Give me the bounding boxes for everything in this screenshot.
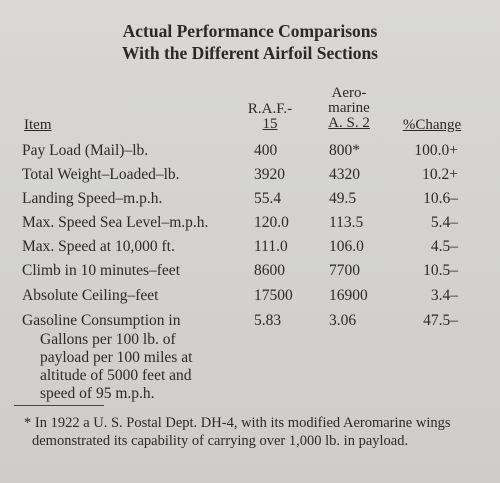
header-aeromarine [314,86,384,131]
row-aero-value: 16900 [329,287,368,304]
title-line-2: With the Different Airfoil Sections [122,43,378,63]
row-item: Total Weight–Loaded–lb. [22,166,180,183]
table-row [0,214,500,236]
gasoline-note-line: payload per 100 miles at [40,349,193,366]
table-row [0,166,500,188]
row-raf-value: 55.4 [254,190,282,207]
footnote-line-1: * In 1922 a U. S. Postal Dept. DH-4, with its modified Aeromarine wings [24,415,451,431]
header-raf [244,102,296,132]
header-aero-line-3: A. S. 2 [328,115,370,131]
header-change: %Change [402,117,462,133]
header-aero-line-2: marine [328,100,370,116]
title-line-1: Actual Performance Comparisons [122,21,378,41]
footnote-divider [14,405,104,406]
gasoline-note-line: speed of 95 m.p.h. [40,385,155,402]
row-raf-value: 3920 [254,166,285,183]
row-raf-value: 5.83 [254,312,282,329]
row-aero-value: 3.06 [329,312,357,329]
header-raf-line-2: 15 [262,116,278,132]
row-change-value: 47.5– [423,312,458,329]
row-raf-value: 111.0 [254,238,288,255]
row-item: Landing Speed–m.p.h. [22,190,163,207]
table-row [0,287,500,309]
row-aero-value: 7700 [329,262,360,279]
table-row [0,142,500,164]
row-change-value: 3.4– [430,287,458,304]
gasoline-note-line: altitude of 5000 feet and [40,367,192,384]
row-change-value: 10.5– [423,262,458,279]
row-item: Max. Speed at 10,000 ft. [22,238,175,255]
row-item: Pay Load (Mail)–lb. [22,142,149,159]
row-change-value: 4.5– [430,238,458,255]
table-row [0,238,500,260]
header-aero-line-1: Aero- [331,85,367,101]
row-item: Absolute Ceiling–feet [22,287,159,304]
gasoline-note-line: Gallons per 100 lb. of [40,331,176,348]
table-row [0,190,500,212]
header-raf-line-1: R.A.F.- [247,101,293,117]
row-aero-value: 106.0 [329,238,364,255]
row-aero-value: 49.5 [329,190,357,207]
footnote-line-2: demonstrated its capability of carrying over 1,000 lb. in payload. [32,433,409,449]
row-item: Gasoline Consumption in [22,312,181,329]
row-raf-value: 17500 [254,287,293,304]
row-change-value: 10.2+ [422,166,458,183]
footnote [24,414,451,450]
row-raf-value: 120.0 [254,214,289,231]
row-item: Max. Speed Sea Level–m.p.h. [22,214,209,231]
row-item: Climb in 10 minutes–feet [22,262,180,279]
row-aero-value: 800* [329,142,360,159]
header-item: Item [24,117,52,133]
row-aero-value: 4320 [329,166,360,183]
row-aero-value: 113.5 [329,214,364,231]
row-raf-value: 8600 [254,262,285,279]
row-change-value: 10.6– [423,190,458,207]
row-raf-value: 400 [254,142,278,159]
table-row [0,262,500,284]
row-change-value: 5.4– [430,214,458,231]
row-change-value: 100.0+ [414,142,458,159]
